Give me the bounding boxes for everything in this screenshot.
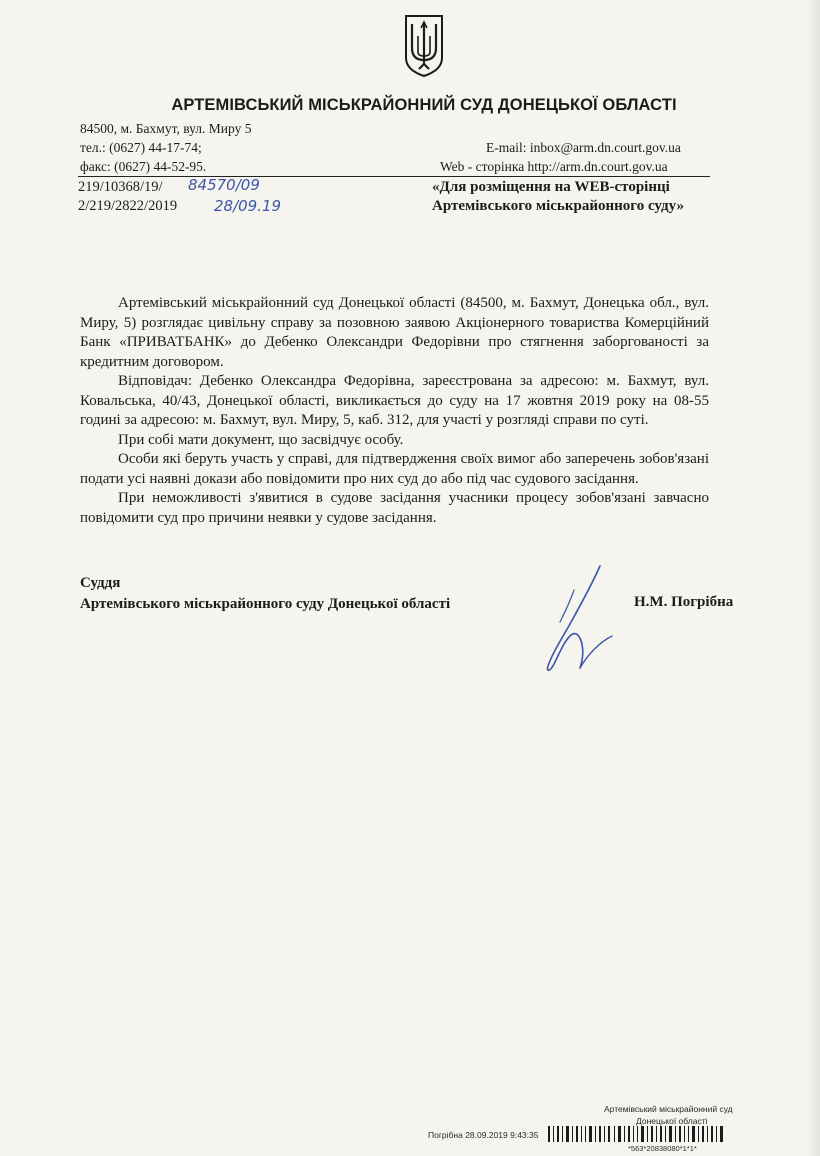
- handwritten-signature: [530, 562, 620, 680]
- barcode-text: *563*20838080*1*1*: [628, 1144, 697, 1153]
- court-phone: тел.: (0627) 44-17-74;: [80, 140, 202, 155]
- letter-body: [80, 294, 709, 528]
- body-paragraph: Артемівський міськрайонний суд Донецької області (84500, м. Бахмут, Донецька обл., вул. Миру, 5) розглядає цивільну справу за позовною заявою Акціонерного товариства Комерційний Банк «ПРИВАТБАНК» до Дебенко Олександри Федорівни про стягнення заборгованості за кредитним договором.: [80, 295, 709, 370]
- scan-edge-shadow: [806, 0, 820, 1156]
- header-divider: [78, 176, 710, 177]
- registration-info: Погрібна 28.09.2019 9:43:35: [428, 1130, 539, 1140]
- judge-title-block: [80, 573, 450, 615]
- court-title: Артемівського міськрайонного суду Донецької області: [80, 596, 451, 612]
- judge-title: Суддя: [80, 575, 121, 591]
- barcode-graphic: [548, 1126, 726, 1142]
- court-website: Web - сторінка http://arm.dn.court.gov.ua: [440, 159, 668, 174]
- case-number-2-handwritten: 28/09.19: [214, 197, 282, 215]
- body-paragraph: При собі мати документ, що засвідчує особу.: [118, 431, 404, 448]
- trident-coat-of-arms-icon: [404, 14, 444, 78]
- signer-name: Н.М. Погрібна: [634, 594, 734, 610]
- court-fax: факс: (0627) 44-52-95.: [80, 159, 207, 174]
- case-number-2: 2/219/2822/2019: [78, 198, 178, 214]
- body-paragraph: Особи які беруть участь у справі, для підтвердження своїх вимог або заперечень зобов'язані подати усі наявні докази або повідомити про них суд до або під час судового засідання.: [80, 451, 709, 487]
- registry-stamp-line-2: Донецької області: [636, 1116, 708, 1126]
- body-paragraph: Відповідач: Дебенко Олександра Федорівна, зареєстрована за адресою: м. Бахмут, вул. Ковальська, 40/43, Донецької області, викликається до суду на 17 жовтня 2019 року на 08-55 годині за адресою: м. Бахмут, вул. Миру, 5, каб. 312, для участі у розгляді справи по суті.: [80, 373, 709, 428]
- body-paragraph: При неможливості з'явитися в судове засідання учасники процесу зобов'язані завчасно повідомити суд про причини неявки у судове засідання.: [80, 490, 709, 526]
- court-name-heading: АРТЕМІВСЬКИЙ МІСЬКРАЙОННИЙ СУД ДОНЕЦЬКОЇ ОБЛАСТІ: [171, 96, 677, 114]
- publication-note-line-1: «Для розміщення на WEB-сторінці: [432, 179, 670, 195]
- case-number-1-handwritten: 84570/09: [188, 176, 260, 194]
- publication-note: [432, 178, 684, 216]
- publication-note-line-2: Артемівського міськрайонного суду»: [432, 198, 684, 214]
- registry-stamp-line-1: Артемівський міськрайонний суд: [604, 1104, 733, 1114]
- case-number-1: 219/10368/19/: [78, 179, 163, 195]
- court-address: 84500, м. Бахмут, вул. Миру 5: [80, 121, 252, 136]
- court-email: E-mail: inbox@arm.dn.court.gov.ua: [486, 140, 681, 155]
